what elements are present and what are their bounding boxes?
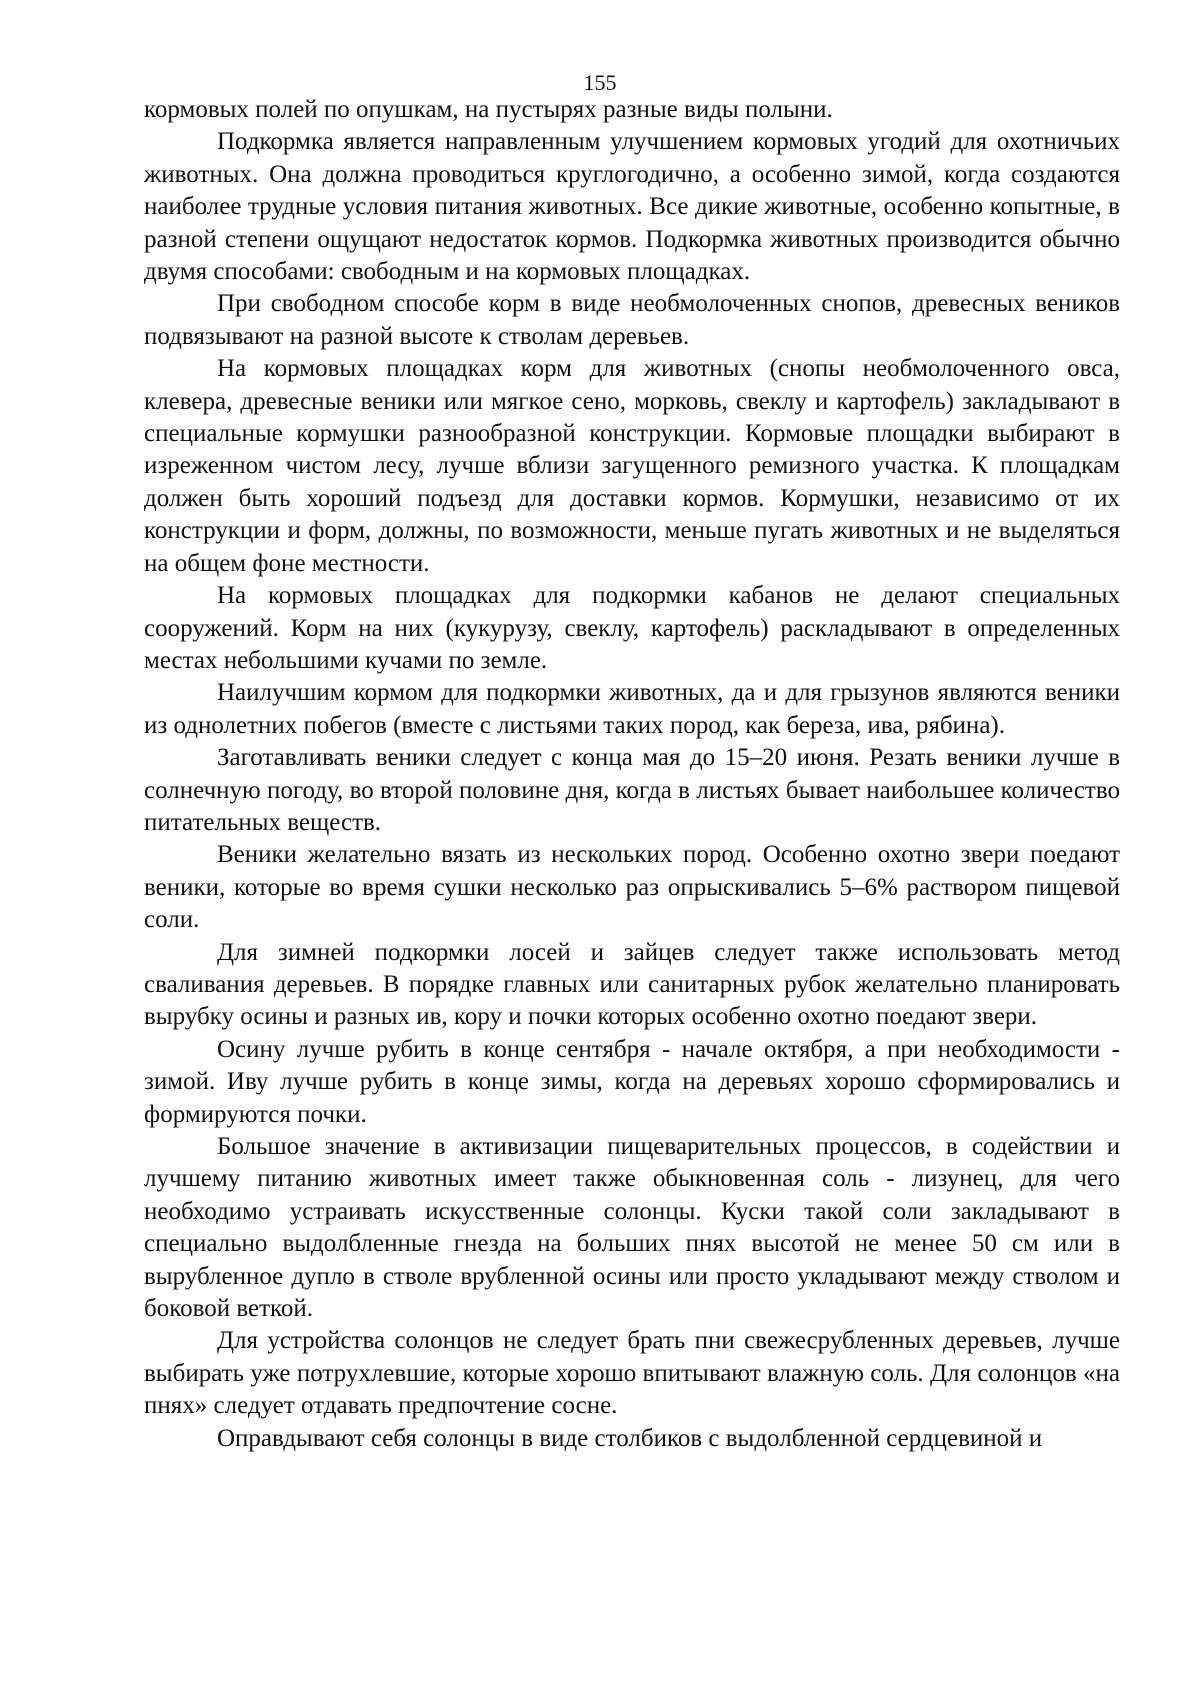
paragraph: Оправдывают себя солонцы в виде столбиков с выдолбленной сердцевиной и [217, 1424, 1043, 1452]
paragraph: Подкормка является направленным улучшением кормовых угодий для охотничьих животных. Она должна проводиться круглогодично, а особенно зимой, когда создаются наиболее трудные условия питания животных. Все дикие животные, особенно копытные, в разной степени ощущают недостаток кормов. Подкормка животных производится обычно двумя способами: свободным и на кормовых площадках. [144, 128, 1120, 286]
page-number: 155 [583, 70, 617, 95]
paragraph: Веники желательно вязать из нескольких пород. Особенно охотно звери поедают веники, которые во время сушки несколько раз опрыскивались 5–6% раствором пищевой соли. [144, 841, 1120, 934]
paragraph: При свободном способе корм в виде необмолоченных снопов, древесных веников подвязывают на разной высоте к стволам деревьев. [144, 290, 1120, 350]
paragraph: Заготавливать веники следует с конца мая до 15–20 июня. Резать веники лучше в солнечную погоду, во второй половине дня, когда в листьях бывает наибольшее количество питательных веществ. [144, 744, 1120, 836]
paragraph: Для зимней подкормки лосей и зайцев следует также использовать метод сваливания деревьев. В порядке главных или санитарных рубок желательно планировать вырубку осины и разных ив, кору и почки которых особенно охотно поедают звери. [144, 938, 1120, 1031]
page-body [144, 94, 1120, 1455]
paragraph: Большое значение в активизации пищеварительных процессов, в содействии и лучшему питанию животных имеет также обыкновенная соль - лизунец, для чего необходимо устраивать искусственные солонцы. Куски такой соли закладывают в специально выдолбленные гнезда на больших пнях высотой не менее 50 см или в вырубленное дупло в стволе врубленной осины или просто укладывают между стволом и боковой веткой. [144, 1133, 1120, 1323]
paragraph: Наилучшим кормом для подкормки животных, да и для грызунов являются веники из однолетних побегов (вместе с листьями таких пород, как береза, ива, рябина). [144, 679, 1120, 739]
paragraph: Осину лучше рубить в конце сентября - начале октября, а при необходимости - зимой. Иву лучше рубить в конце зимы, когда на деревьях хорошо сформировались и формируются почки. [144, 1035, 1120, 1128]
paragraph: На кормовых площадках для подкормки кабанов не делают специальных сооружений. Корм на них (кукурузу, свеклу, картофель) раскладывают в определенных местах небольшими кучами по земле. [144, 582, 1120, 674]
paragraph: Для устройства солонцов не следует брать пни свежесрубленных деревьев, лучше выбирать уже потрухлевшие, которые хорошо впитывают влажную соль. Для солонцов «на пнях» следует отдавать предпочтение сосне. [144, 1327, 1120, 1420]
paragraph: кормовых полей по опушкам, на пустырях разные виды полыни. [144, 96, 833, 123]
paragraph: На кормовых площадках корм для животных (снопы необмолоченного овса, клевера, древесные веники или мягкое сено, морковь, свеклу и картофель) закладывают в специальные кормушки разнообразной конструкции. Кормовые площадки выбирают в изреженном чистом лесу, лучше вблизи загущенного ремизного участка. К площадкам должен быть хороший подъезд для доставки кормов. Кормушки, независимо от их конструкции и форм, должны, по возможности, меньше пугать животных и не выделяться на общем фоне местности. [144, 355, 1120, 577]
